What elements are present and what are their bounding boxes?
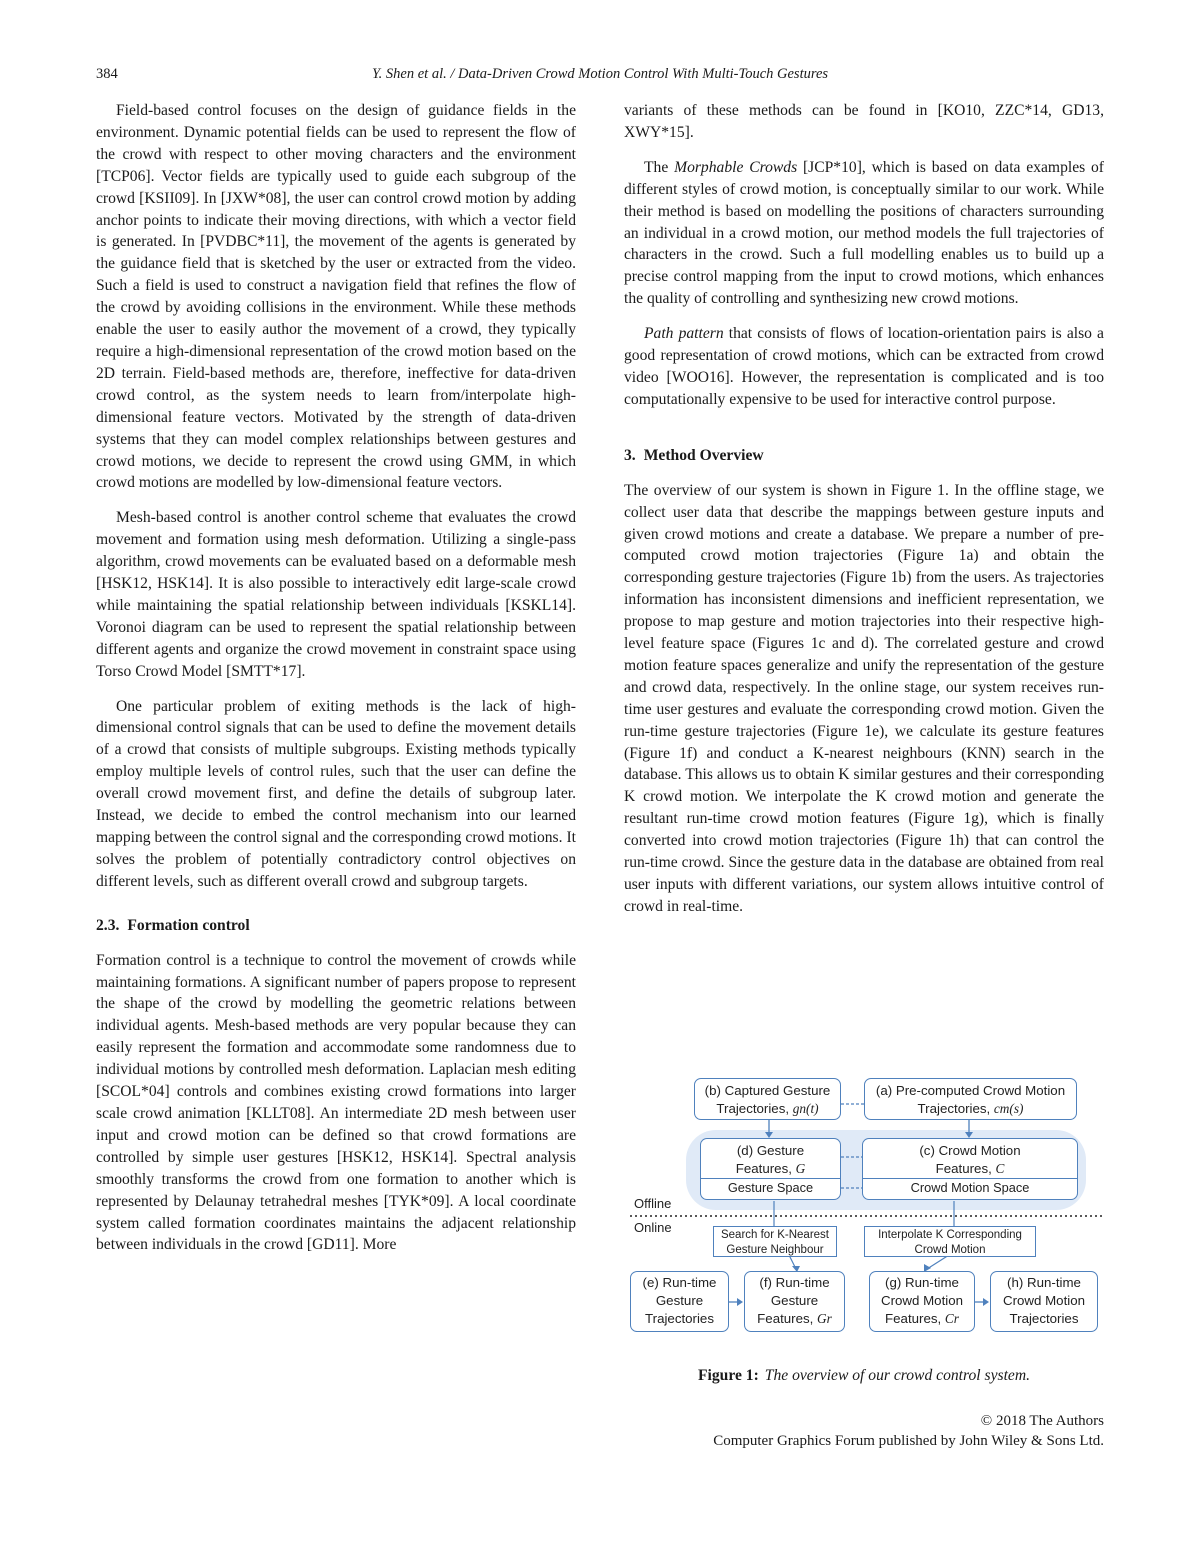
gesture-space-label: Gesture Space	[701, 1178, 840, 1197]
box-e-runtime-gesture-trajectories: (e) Run-time Gesture Trajectories	[630, 1271, 729, 1332]
box-d-gesture-features: (d) Gesture Features, G Gesture Space	[700, 1138, 841, 1200]
right-column	[624, 100, 1104, 931]
section-title: Formation control	[127, 916, 250, 934]
section-number: 2.3.	[96, 916, 120, 934]
page-number: 384	[96, 66, 118, 82]
paragraph-problem: One particular problem of exiting methods is the lack of high-dimensional control signals that can be used to define the movement details of a crowd that consists of multiple subgroups. Existing methods typically employ multiple levels of control rules, such that the user can define the overall crowd movement first, and define the details of subgroup later. Instead, we decide to embed the control mechanism into our learned mapping between the control signal and the corresponding crowd motions. It solves the problem of potentially contradictory control objectives on different levels, such as different overall crowd and subgroup targets.	[96, 697, 576, 890]
crowd-motion-space-label: Crowd Motion Space	[863, 1178, 1077, 1197]
box-b-captured-gesture: (b) Captured Gesture Trajectories, gn(t)	[694, 1078, 841, 1120]
emphasis-morphable-crowds: Morphable Crowds	[674, 158, 798, 176]
box-knn-search: Search for K-Nearest Gesture Neighbour	[713, 1226, 837, 1257]
paragraph-morphable: The Morphable Crowds [JCP*10], which is based on data examples of different styles of crowd motion, is conceptually similar to our work. While their method is based on modelling the positions of characters surrounding an individual in a crowd motion, our method models the full trajectories of characters in the crowd. Such a full modelling enables us to build up a precise control mapping from the input to crowd motions, which enhances the quality of controlling and synthesizing new crowd motions.	[624, 158, 1104, 308]
online-label: Online	[634, 1220, 672, 1235]
box-h-runtime-crowd-trajectories: (h) Run-time Crowd Motion Trajectories	[990, 1271, 1098, 1332]
page-footer	[713, 1411, 1104, 1451]
running-title: Y. Shen et al. / Data-Driven Crowd Motion Control With Multi-Touch Gestures	[371, 66, 829, 82]
caption-text: The overview of our crowd control system.	[764, 1367, 1030, 1384]
paragraph-overview: The overview of our system is shown in Figure 1. In the offline stage, we collect user data that describe the mappings between gesture inputs and given crowd motions and create a database. We prepare a number of pre-computed crowd motion trajectories (Figure 1a) and obtain the corresponding gesture trajectories (Figure 1b) from the users. As trajectories information has inconsistent dimensions and inefficient representation, we propose to map gesture and motion trajectories into their respective high-level feature space (Figures 1c and d). The correlated gesture and crowd motion feature spaces generalize and unify the representation of the gesture and crowd data, respectively. In the online stage, our system receives run-time user gestures and evaluate the corresponding crowd motion. Given the run-time gesture trajectories (Figure 1e), we calculate its gesture features (Figure 1f) and conduct a K-nearest neighbours (KNN) search in the database. This allows us to obtain K similar gestures and their corresponding K crowd motion. We interpolate the K crowd motion and generate the resultant run-time crowd motion features (Figure 1g), which is finally converted into crowd motion trajectories (Figure 1h) that can control the run-time crowd. Since the gesture data in the database are obtained from real user inputs with different variations, our system allows intuitive control of crowd in real-time.	[624, 481, 1104, 915]
caption-label: Figure 1:	[698, 1367, 759, 1384]
box-a-precomputed-crowd: (a) Pre-computed Crowd Motion Trajectories, cm(s)	[864, 1078, 1077, 1120]
section-heading-method-overview	[624, 445, 1104, 467]
section-title: Method Overview	[643, 446, 764, 464]
offline-label: Offline	[634, 1196, 672, 1211]
paragraph-variants: variants of these methods can be found in [KO10, ZZC*14, GD13, XWY*15].	[624, 102, 1104, 141]
box-interpolate: Interpolate K Corresponding Crowd Motion	[864, 1226, 1036, 1257]
box-f-runtime-gesture-features: (f) Run-time Gesture Features, Gr	[744, 1271, 845, 1332]
paragraph-field-based: Field-based control focuses on the design of guidance fields in the environment. Dynamic potential fields can be used to represent the flow of the crowd with respect to other moving characters and the environment [TCP06]. Vector fields are typically used to guide each subgroup of the crowd [KSII09]. In [JXW*08], the user can control crowd motion by adding anchor points to indicate their moving directions, with which a vector field is generated. In [PVDBC*11], the movement of the agents is generated by the guidance field that is sketched by the user or extracted from the video. Such a field is used to construct a navigation field that refines the flow of the crowd by avoiding collisions in the environment. While these methods enable the user to easily author the movement of a crowd, they typically require a high-dimensional representation of the crowd motion based on the 2D terrain. Field-based methods are, therefore, ineffective for data-driven crowd control, as the system needs to learn from/interpolate high-dimensional feature vectors. Motivated by the strength of data-driven systems that they can model complex relationships between gestures and crowd motions, we decide to represent the crowd using GMM, in which crowd motions are modelled by low-dimensional feature vectors.	[96, 102, 576, 492]
box-c-crowd-motion-features: (c) Crowd Motion Features, C Crowd Motion Space	[862, 1138, 1078, 1200]
paragraph-formation: Formation control is a technique to control the movement of crowds while maintaining formations. A significant number of papers propose to represent the shape of the crowd by modelling the geometric relations between individual agents. Mesh-based methods are very popular because they can easily represent the formation and accommodate some randomness due to individual motions by controlled mesh deformation. Laplacian mesh editing [SCOL*04] controls and combines existing crowd formations into larger scale crowd animation [KLLT08]. An intermediate 2D mesh between user input and crowd motion can be defined so that crowd formations are controlled by simple user gestures [HSK12, HSK14]. Spectral analysis smoothly transforms the crowd from one formation to another which is represented by Delaunay tetrahedral meshes [TYK*09]. A local coordinate system called formation coordinates maintains the adjacent relationship between individuals in the crowd [GD11]. More	[96, 951, 576, 1254]
section-number: 3.	[624, 446, 636, 464]
publisher-line: Computer Graphics Forum published by John Wiley & Sons Ltd.	[713, 1433, 1104, 1449]
section-heading-formation-control	[96, 915, 576, 937]
paragraph-mesh-based: Mesh-based control is another control scheme that evaluates the crowd movement and formation using mesh deformation. Utilizing a single-pass algorithm, crowd movements can be evaluated based on a deformable mesh [HSK12, HSK14]. It is also possible to interactively edit large-scale crowd while maintaining the spatial relationship between individuals [KSKL14]. Voronoi diagram can be used to represent the spatial relationship between different agents and organize the crowd movement in constraint space using Torso Crowd Model [SMTT*17].	[96, 509, 576, 680]
arrowhead-g-to-h	[983, 1298, 989, 1306]
arrowhead-e-to-f	[737, 1298, 743, 1306]
figure-overview-diagram	[624, 1072, 1104, 1342]
figure-caption	[624, 1367, 1104, 1385]
copyright-line: © 2018 The Authors	[980, 1413, 1104, 1429]
left-column	[96, 100, 576, 1269]
emphasis-path-pattern: Path pattern	[644, 325, 724, 343]
paragraph-path-pattern: Path pattern that consists of flows of location-orientation pairs is also a good representation of crowd motions, which can be extracted from crowd video [WOO16]. However, the representation is complicated and is too computationally expensive to be used for interactive control purpose.	[624, 325, 1104, 408]
box-g-runtime-crowd-features: (g) Run-time Crowd Motion Features, Cr	[869, 1271, 975, 1332]
